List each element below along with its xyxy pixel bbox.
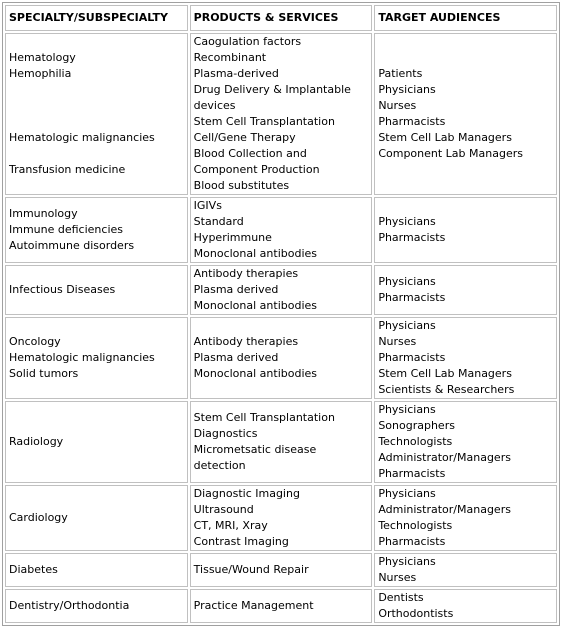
specialty-line: Autoimmune disorders [9, 239, 135, 252]
spacer [9, 82, 184, 98]
products-line: Monoclonal antibodies [193, 367, 318, 380]
products-line: Antibody therapies [193, 335, 299, 348]
table-row [5, 485, 557, 551]
specialty-cell [5, 401, 188, 483]
header-row [5, 5, 557, 31]
specialty-cell [5, 317, 188, 399]
table-row [5, 265, 557, 315]
audiences-line: Nurses [378, 571, 417, 584]
specialty-line: Transfusion medicine [9, 163, 126, 176]
spacer [9, 114, 184, 130]
audiences-cell [374, 485, 557, 551]
audiences-line: Physicians [378, 319, 436, 332]
audiences-line: Physicians [378, 83, 436, 96]
table-row [5, 401, 557, 483]
audiences-cell [374, 33, 557, 195]
audiences-line: Nurses [378, 99, 417, 112]
audiences-line: Scientists & Researchers [378, 383, 515, 396]
products-line: Plasma-derived [193, 67, 279, 80]
audiences-line: Orthodontists [378, 607, 454, 620]
audiences-line: Pharmacists [378, 231, 446, 244]
header-audiences: TARGET AUDIENCES [374, 5, 557, 31]
audiences-line: Physicians [378, 555, 436, 568]
audiences-line: Pharmacists [378, 351, 446, 364]
audiences-line: Nurses [378, 335, 417, 348]
products-line: Diagnostic Imaging [193, 487, 300, 500]
products-line: Tissue/Wound Repair [193, 563, 309, 576]
table-row [5, 197, 557, 263]
audiences-line: Physicians [378, 487, 436, 500]
audiences-cell [374, 265, 557, 315]
audiences-line: Stem Cell Lab Managers [378, 367, 512, 380]
specialty-line: Solid tumors [9, 367, 79, 380]
specialty-line: Cardiology [9, 511, 68, 524]
audiences-line: Administrator/Managers [378, 451, 511, 464]
products-cell [190, 317, 373, 399]
specialty-products-table [2, 2, 560, 626]
products-line: Blood Collection and [193, 147, 307, 160]
products-line: detection [193, 459, 246, 472]
audiences-line: Dentists [378, 591, 424, 604]
products-line: Component Production [193, 163, 320, 176]
products-line: Ultrasound [193, 503, 254, 516]
products-line: Monoclonal antibodies [193, 299, 318, 312]
products-line: Cell/Gene Therapy [193, 131, 296, 144]
specialty-cell [5, 33, 188, 195]
specialty-line: Immune deficiencies [9, 223, 124, 236]
audiences-cell [374, 553, 557, 587]
specialty-cell [5, 553, 188, 587]
audiences-line: Sonographers [378, 419, 455, 432]
products-line: devices [193, 99, 236, 112]
products-line: CT, MRI, Xray [193, 519, 268, 532]
audiences-cell [374, 589, 557, 623]
products-line: Plasma derived [193, 283, 279, 296]
specialty-cell [5, 485, 188, 551]
audiences-line: Physicians [378, 275, 436, 288]
spacer [9, 98, 184, 114]
specialty-line: Oncology [9, 335, 61, 348]
products-cell [190, 197, 373, 263]
audiences-line: Technologists [378, 435, 453, 448]
audiences-line: Pharmacists [378, 535, 446, 548]
header-specialty: SPECIALTY/SUBSPECIALTY [5, 5, 188, 31]
specialty-line: Diabetes [9, 563, 58, 576]
specialty-cell [5, 265, 188, 315]
specialty-line: Hematologic malignancies [9, 131, 155, 144]
products-line: Diagnostics [193, 427, 258, 440]
specialty-line: Hematologic malignancies [9, 351, 155, 364]
products-line: Hyperimmune [193, 231, 272, 244]
audiences-cell [374, 317, 557, 399]
specialty-cell [5, 589, 188, 623]
products-line: Stem Cell Transplantation [193, 115, 335, 128]
audiences-line: Pharmacists [378, 291, 446, 304]
audiences-line: Component Lab Managers [378, 147, 523, 160]
products-line: Recombinant [193, 51, 267, 64]
table-row [5, 553, 557, 587]
products-line: Contrast Imaging [193, 535, 289, 548]
specialty-line: Hemophilia [9, 67, 72, 80]
audiences-cell [374, 401, 557, 483]
products-cell [190, 33, 373, 195]
table-row [5, 317, 557, 399]
audiences-line: Patients [378, 67, 423, 80]
products-line: Drug Delivery & Implantable [193, 83, 351, 96]
products-cell [190, 485, 373, 551]
specialty-line: Immunology [9, 207, 78, 220]
audiences-line: Stem Cell Lab Managers [378, 131, 512, 144]
specialty-line: Radiology [9, 435, 64, 448]
products-line: Caogulation factors [193, 35, 302, 48]
audiences-line: Administrator/Managers [378, 503, 511, 516]
audiences-line: Technologists [378, 519, 453, 532]
table-row [5, 589, 557, 623]
products-line: Micrometsatic disease [193, 443, 317, 456]
products-line: Plasma derived [193, 351, 279, 364]
table-body [5, 33, 557, 623]
specialty-cell [5, 197, 188, 263]
specialty-line: Dentistry/Orthodontia [9, 599, 130, 612]
audiences-line: Pharmacists [378, 115, 446, 128]
audiences-cell [374, 197, 557, 263]
header-products: PRODUCTS & SERVICES [190, 5, 373, 31]
products-line: Standard [193, 215, 244, 228]
audiences-line: Physicians [378, 403, 436, 416]
products-cell [190, 265, 373, 315]
specialty-line: Hematology [9, 51, 76, 64]
products-cell [190, 401, 373, 483]
audiences-line: Pharmacists [378, 467, 446, 480]
products-cell [190, 589, 373, 623]
products-line: Blood substitutes [193, 179, 290, 192]
audiences-line: Physicians [378, 215, 436, 228]
products-cell [190, 553, 373, 587]
specialty-line: Infectious Diseases [9, 283, 116, 296]
products-line: Monoclonal antibodies [193, 247, 318, 260]
products-line: Antibody therapies [193, 267, 299, 280]
spacer [9, 146, 184, 162]
products-line: Practice Management [193, 599, 314, 612]
products-line: IGIVs [193, 199, 222, 212]
table-row [5, 33, 557, 195]
products-line: Stem Cell Transplantation [193, 411, 335, 424]
